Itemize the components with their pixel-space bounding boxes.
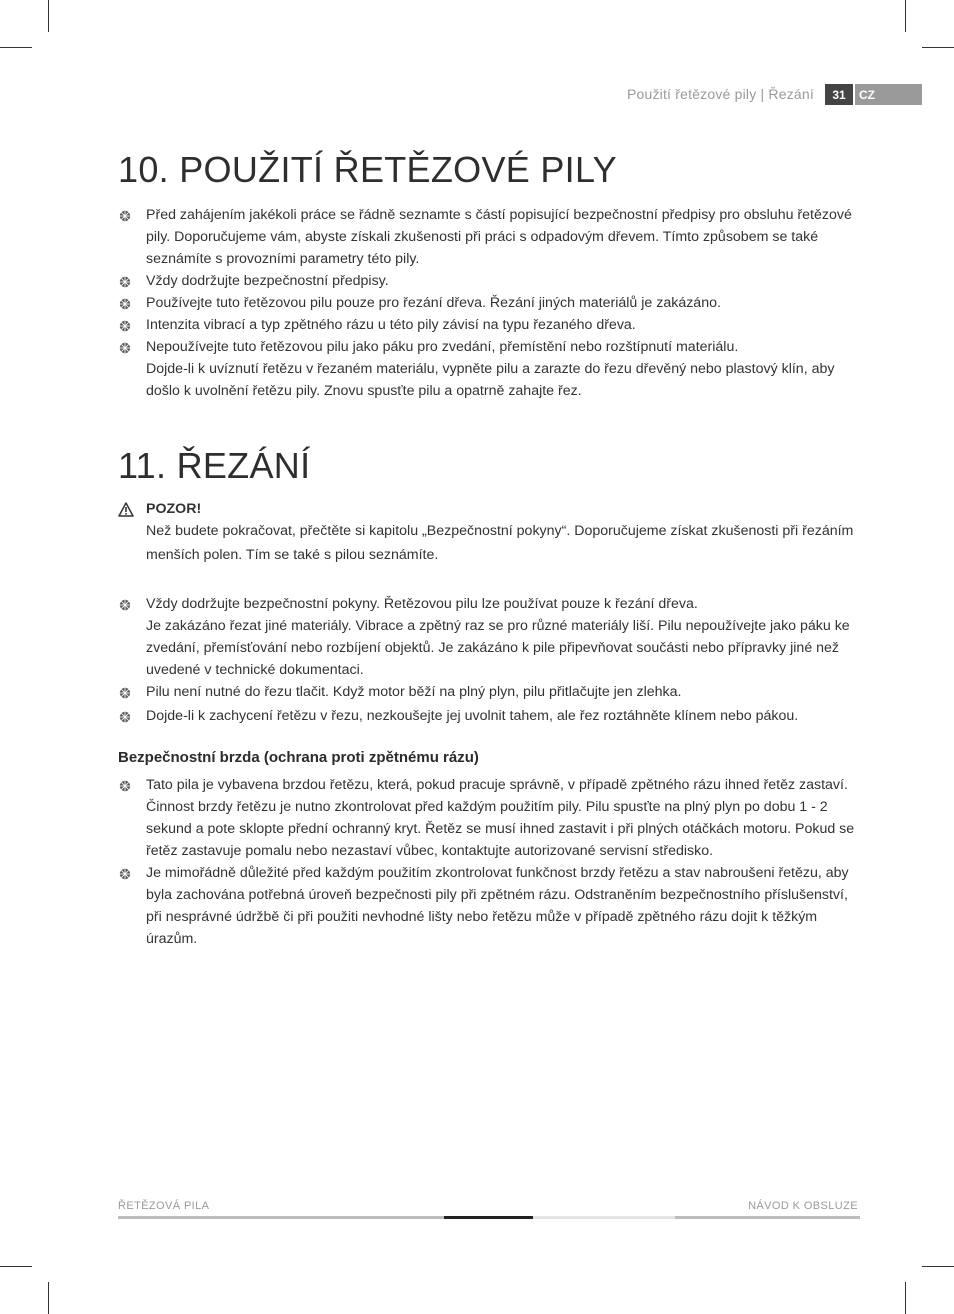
bullet-list <box>118 774 858 950</box>
bullet-list <box>118 204 858 402</box>
list-item-text: Vždy dodržujte bezpečnostní pokyny. Řetězovou pilu lze používat pouze k řezání dřeva. <box>146 596 698 613</box>
warning-triangle-icon <box>118 502 134 517</box>
list-item <box>118 270 858 292</box>
bullet-list <box>118 593 858 727</box>
footer-divider <box>118 1216 444 1219</box>
language-badge: CZ <box>855 84 922 105</box>
list-item <box>118 204 858 270</box>
footer-divider <box>533 1216 675 1219</box>
bullet-icon <box>118 274 132 288</box>
list-item <box>118 314 858 336</box>
list-item-text: Pilu není nutné do řezu tlačit. Když motor běží na plný plyn, pilu přitlačujte jen zlehka. <box>146 684 682 701</box>
list-item <box>118 593 858 615</box>
section-cutting <box>118 446 858 951</box>
bullet-icon <box>118 778 132 792</box>
list-item <box>118 705 858 727</box>
crop-mark <box>0 1266 32 1267</box>
subheading: Bezpečnostní brzda (ochrana proti zpětnému rázu) <box>118 749 479 767</box>
warning-title: POZOR! <box>146 501 202 518</box>
footer-product-name: ŘETĚZOVÁ PILA <box>118 1200 210 1212</box>
section-usage <box>118 150 858 402</box>
bullet-icon <box>118 597 132 611</box>
page-content <box>118 150 858 950</box>
list-item <box>118 292 858 314</box>
list-item-text: Používejte tuto řetězovou pilu pouze pro řezání dřeva. Řezání jiných materiálů je zakázáno. <box>146 294 721 311</box>
bullet-icon <box>118 866 132 880</box>
crop-mark <box>0 47 32 48</box>
list-item-text: Vždy dodržujte bezpečnostní předpisy. <box>146 272 389 289</box>
footer-divider <box>444 1216 533 1219</box>
page-header-breadcrumb: Použití řetězové pily | Řezání <box>626 86 814 102</box>
bullet-icon <box>118 318 132 332</box>
crop-mark <box>922 1266 954 1267</box>
footer-manual-label: NÁVOD K OBSLUZE <box>748 1200 858 1212</box>
warning-text: Než budete pokračovat, přečtěte si kapitolu „Bezpečnostní pokyny“. Doporučujeme získat zkušenosti při řezáním menších polen. Tím se také s pilou seznámíte. <box>146 523 854 564</box>
bullet-icon <box>118 340 132 354</box>
list-item-text: Intenzita vibrací a typ zpětného rázu u této pily závisí na typu řezaného dřeva. <box>146 316 636 333</box>
crop-mark <box>48 1282 49 1314</box>
list-item <box>118 681 858 703</box>
warning-block <box>118 499 858 567</box>
bullet-icon <box>118 296 132 310</box>
list-item-text: Tato pila je vybavena brzdou řetězu, která, pokud pracuje správně, v případě zpětného rázu ihned řetěz zastaví. Činnost brzdy řetězu je nutno zkontrolovat před každým použitím pily. Pilu spusťte na plný plyn po dobu 1 - 2 sekund a pote sklopte přední ochranný kryt. Řetěz se musí ihned zastavit i při plných otáčkách motoru. Pokud se řetěz zastavuje pomalu nebo nezastaví vůbec, kontaktujte autorizované servisní středisko. <box>146 777 855 860</box>
list-item <box>118 774 858 862</box>
section-title: 11. ŘEZÁNÍ <box>118 444 311 486</box>
list-item <box>118 615 858 681</box>
crop-mark <box>905 1282 906 1314</box>
list-item <box>118 862 858 950</box>
footer-divider <box>675 1216 860 1219</box>
crop-mark <box>905 0 906 32</box>
crop-mark <box>922 47 954 48</box>
list-item-text: Dojde-li k uvíznutí řetězu v řezaném materiálu, vypněte pilu a zarazte do řezu dřevěný nebo plastový klín, aby došlo k uvolnění řetězu pily. Znovu spusťte pilu a opatrně zahajte řez. <box>146 360 835 399</box>
bullet-icon <box>118 709 132 723</box>
bullet-icon <box>118 685 132 699</box>
list-item-text: Dojde-li k zachycení řetězu v řezu, nezkoušejte jej uvolnit tahem, ale řez roztáhněte klínem nebo pákou. <box>146 708 799 725</box>
page-number: 31 <box>825 84 853 105</box>
list-item-text: Před zahájením jakékoli práce se řádně seznamte s částí popisující bezpečnostní předpisy pro obsluhu řetězové pily. Doporučujeme vám, abyste získali zkušenosti při práci s odpadovým dřevem. Tímto způsobem se také seznámíte s provozními parametry této pily. <box>146 206 852 267</box>
list-item-text: Je mimořádně důležité před každým použitím zkontrolovat funkčnost brzdy řetězu a stav nabroušeni řetězu, aby byla zachována potřebná úroveň bezpečnosti pily při zpětném rázu. Odstraněním bezpečnostního příslušenství, při nesprávné údržbě či při použiti nevhodné lišty nebo řetězu může v případě zpětného rázu dojit k těžkým úrazům. <box>146 865 849 948</box>
list-item <box>118 358 858 402</box>
list-item-text: Je zakázáno řezat jiné materiály. Vibrace a zpětný raz se pro různé materiály liší. Pilu nepoužívejte jako páku ke zvedání, přemísťování nebo rozbíjení objektů. Je zakázáno k pile připevňovat součásti nebo přípravky jiné než uvedené v technické dokumentaci. <box>146 618 850 679</box>
section-title: 10. POUŽITÍ ŘETĚZOVÉ PILY <box>118 149 617 190</box>
list-item-text: Nepoužívejte tuto řetězovou pilu jako páku pro zvedání, přemístění nebo rozštípnutí materiálu. <box>146 338 739 355</box>
list-item <box>118 336 858 358</box>
bullet-icon <box>118 208 132 222</box>
crop-mark <box>48 0 49 32</box>
